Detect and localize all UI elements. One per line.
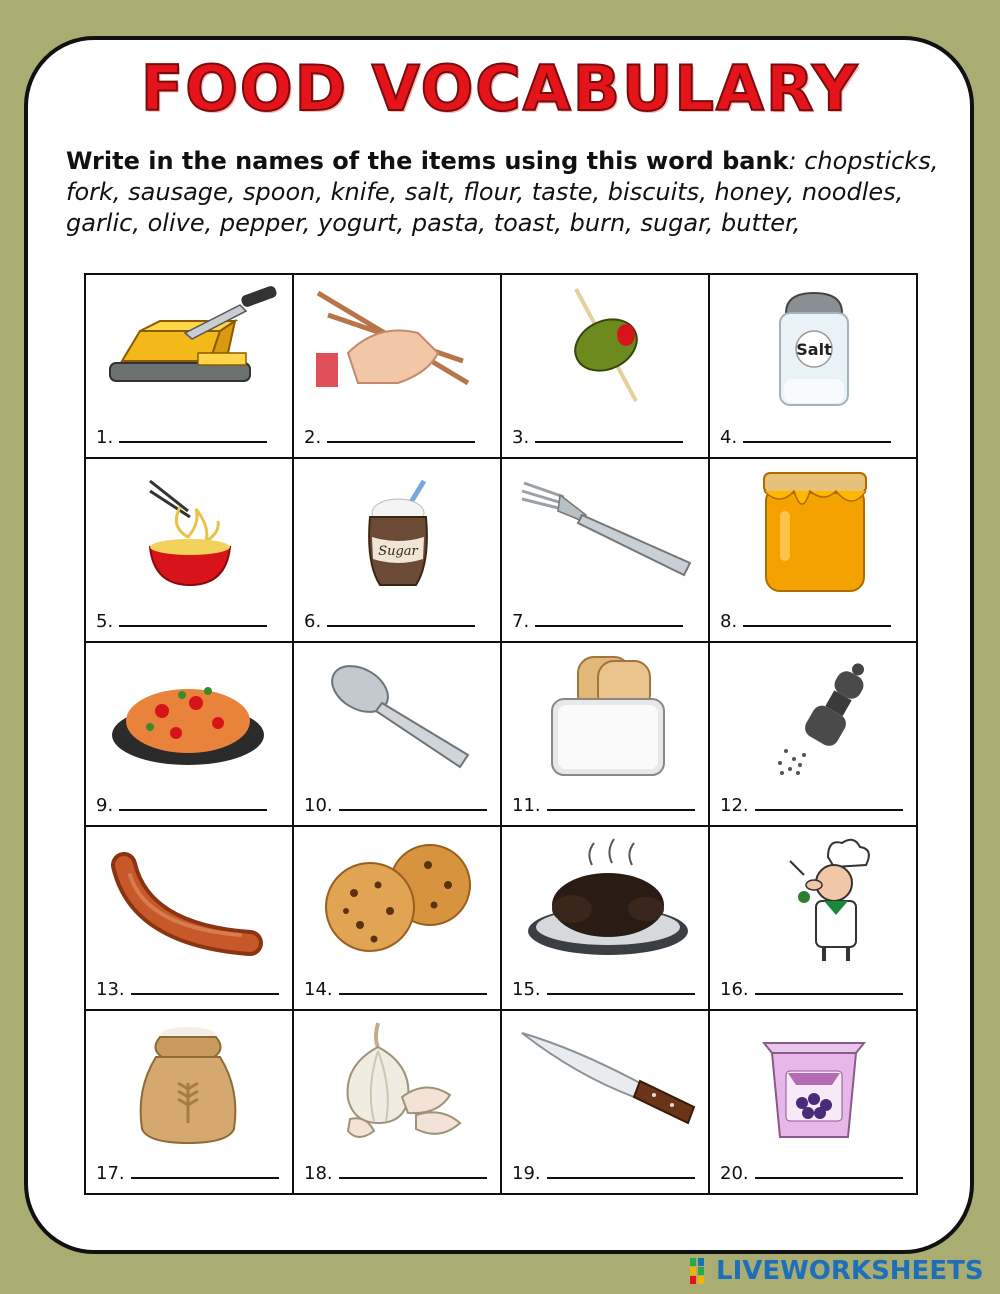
answer-label-5 bbox=[96, 611, 267, 632]
answer-line[interactable] bbox=[755, 979, 903, 995]
answer-line[interactable] bbox=[535, 427, 683, 443]
item-number: 15. bbox=[512, 979, 541, 1000]
item-number: 5. bbox=[96, 611, 114, 632]
answer-line[interactable] bbox=[755, 1163, 903, 1179]
answer-line[interactable] bbox=[119, 611, 267, 627]
answer-line[interactable] bbox=[339, 979, 487, 995]
item-number: 10. bbox=[304, 795, 333, 816]
chopsticks-icon bbox=[308, 283, 488, 413]
answer-line[interactable] bbox=[743, 611, 891, 627]
item-number: 9. bbox=[96, 795, 114, 816]
answer-label-6 bbox=[304, 611, 475, 632]
item-number: 20. bbox=[720, 1163, 749, 1184]
answer-label-19 bbox=[512, 1163, 695, 1184]
item-cell-2 bbox=[293, 274, 501, 458]
toast-icon bbox=[516, 651, 696, 781]
vocabulary-grid bbox=[84, 273, 918, 1195]
salt-icon bbox=[724, 283, 904, 413]
answer-label-15 bbox=[512, 979, 695, 1000]
item-number: 6. bbox=[304, 611, 322, 632]
answer-label-17 bbox=[96, 1163, 279, 1184]
answer-line[interactable] bbox=[131, 1163, 279, 1179]
item-cell-8 bbox=[709, 458, 917, 642]
answer-line[interactable] bbox=[339, 795, 487, 811]
item-number: 2. bbox=[304, 427, 322, 448]
answer-label-16 bbox=[720, 979, 903, 1000]
item-number: 17. bbox=[96, 1163, 125, 1184]
yogurt-icon bbox=[724, 1019, 904, 1149]
answer-line[interactable] bbox=[547, 1163, 695, 1179]
answer-label-13 bbox=[96, 979, 279, 1000]
answer-label-9 bbox=[96, 795, 267, 816]
knife-icon bbox=[516, 1019, 696, 1149]
answer-line[interactable] bbox=[119, 795, 267, 811]
answer-line[interactable] bbox=[327, 611, 475, 627]
olive-icon bbox=[516, 283, 696, 413]
item-cell-7 bbox=[501, 458, 709, 642]
brand-name: LIVEWORKSHEETS bbox=[716, 1256, 984, 1286]
item-cell-1 bbox=[85, 274, 293, 458]
item-cell-15 bbox=[501, 826, 709, 1010]
answer-label-11 bbox=[512, 795, 695, 816]
item-cell-13 bbox=[85, 826, 293, 1010]
salt-label: Salt bbox=[796, 340, 832, 359]
answer-line[interactable] bbox=[327, 427, 475, 443]
item-number: 14. bbox=[304, 979, 333, 1000]
item-number: 19. bbox=[512, 1163, 541, 1184]
sausage-icon bbox=[100, 835, 280, 965]
item-number: 4. bbox=[720, 427, 738, 448]
brand-logo bbox=[690, 1254, 990, 1288]
answer-label-3 bbox=[512, 427, 683, 448]
pepper-icon bbox=[724, 651, 904, 781]
liveworksheets-logo-icon bbox=[690, 1258, 712, 1284]
answer-line[interactable] bbox=[755, 795, 903, 811]
item-number: 18. bbox=[304, 1163, 333, 1184]
answer-line[interactable] bbox=[535, 611, 683, 627]
answer-label-20 bbox=[720, 1163, 903, 1184]
item-cell-19 bbox=[501, 1010, 709, 1194]
item-cell-4 bbox=[709, 274, 917, 458]
noodles-icon bbox=[100, 467, 280, 597]
answer-line[interactable] bbox=[339, 1163, 487, 1179]
answer-line[interactable] bbox=[547, 795, 695, 811]
item-number: 7. bbox=[512, 611, 530, 632]
page-title: FOOD VOCABULARY bbox=[140, 52, 860, 125]
item-cell-16 bbox=[709, 826, 917, 1010]
answer-line[interactable] bbox=[119, 427, 267, 443]
instructions-lead: Write in the names of the items using this word bank bbox=[66, 147, 789, 175]
item-cell-18 bbox=[293, 1010, 501, 1194]
answer-line[interactable] bbox=[743, 427, 891, 443]
sugar-icon bbox=[308, 467, 488, 597]
item-number: 11. bbox=[512, 795, 541, 816]
fork-icon bbox=[516, 467, 696, 597]
item-cell-6 bbox=[293, 458, 501, 642]
item-number: 16. bbox=[720, 979, 749, 1000]
word-bank: : chopsticks, fork, sausage, spoon, knife, salt, flour, taste, biscuits, honey, noodles, garlic, olive, pepper, yogurt, pasta, toast, burn, sugar, butter, bbox=[66, 147, 939, 237]
answer-label-8 bbox=[720, 611, 891, 632]
answer-label-14 bbox=[304, 979, 487, 1000]
item-cell-12 bbox=[709, 642, 917, 826]
biscuits-icon bbox=[308, 835, 488, 965]
item-number: 1. bbox=[96, 427, 114, 448]
item-cell-20 bbox=[709, 1010, 917, 1194]
garlic-icon bbox=[308, 1019, 488, 1149]
answer-label-2 bbox=[304, 427, 475, 448]
butter-icon bbox=[100, 283, 280, 413]
burn-icon bbox=[516, 835, 696, 965]
honey-icon bbox=[724, 467, 904, 597]
answer-label-1 bbox=[96, 427, 267, 448]
item-cell-11 bbox=[501, 642, 709, 826]
answer-label-4 bbox=[720, 427, 891, 448]
answer-line[interactable] bbox=[547, 979, 695, 995]
answer-label-10 bbox=[304, 795, 487, 816]
item-cell-9 bbox=[85, 642, 293, 826]
item-number: 3. bbox=[512, 427, 530, 448]
item-number: 8. bbox=[720, 611, 738, 632]
spoon-icon bbox=[308, 651, 488, 781]
item-number: 13. bbox=[96, 979, 125, 1000]
sugar-label: Sugar bbox=[378, 544, 418, 559]
answer-label-12 bbox=[720, 795, 903, 816]
taste-icon bbox=[724, 835, 904, 965]
item-cell-10 bbox=[293, 642, 501, 826]
item-cell-5 bbox=[85, 458, 293, 642]
answer-line[interactable] bbox=[131, 979, 279, 995]
flour-icon bbox=[100, 1019, 280, 1149]
item-number: 12. bbox=[720, 795, 749, 816]
item-cell-3 bbox=[501, 274, 709, 458]
item-cell-17 bbox=[85, 1010, 293, 1194]
instructions bbox=[66, 146, 946, 239]
item-cell-14 bbox=[293, 826, 501, 1010]
pasta-icon bbox=[100, 651, 280, 781]
answer-label-18 bbox=[304, 1163, 487, 1184]
answer-label-7 bbox=[512, 611, 683, 632]
